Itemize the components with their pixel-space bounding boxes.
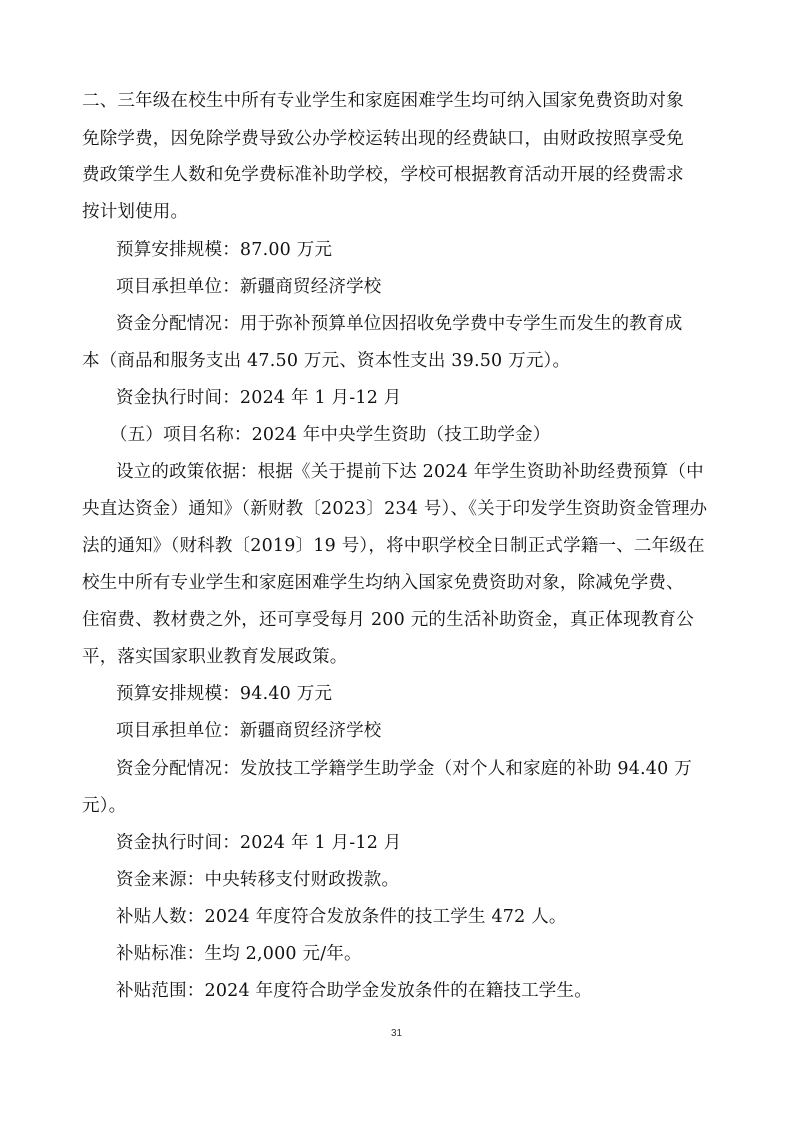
subsidy-count-line: 补贴人数：2024 年度符合发放条件的技工学生 472 人。 (116, 907, 567, 927)
fund-source-line: 资金来源：中央转移支付财政拨款。 (116, 870, 400, 890)
undertaking-unit-line: 项目承担单位：新疆商贸经济学校 (116, 277, 382, 297)
page-number: 31 (390, 1028, 403, 1039)
paragraph-line: 本（商品和服务支出 47.50 万元、资本性支出 39.50 万元）。 (82, 351, 571, 371)
subsidy-standard-line: 补贴标准：生均 2,000 元/年。 (116, 944, 362, 964)
paragraph-line: 按计划使用。 (82, 202, 189, 222)
paragraph-line: 校生中所有专业学生和家庭困难学生均纳入国家免费资助对象，除减免学费、 (82, 573, 684, 593)
execution-time-line: 资金执行时间：2024 年 1 月-12 月 (116, 833, 402, 853)
policy-basis-line: 设立的政策依据：根据《关于提前下达 2024 年学生资助补助经费预算（中 (116, 462, 704, 482)
subsidy-scope-line: 补贴范围：2024 年度符合助学金发放条件的在籍技工学生。 (116, 981, 592, 1001)
execution-time-line: 资金执行时间：2024 年 1 月-12 月 (116, 388, 402, 408)
paragraph-line: 免除学费，因免除学费导致公办学校运转出现的经费缺口，由财政按照享受免 (82, 129, 684, 149)
paragraph-line: 央直达资金）通知》（新财教〔2023〕234 号）、《关于印发学生资助资金管理办 (82, 499, 708, 519)
paragraph-line: 二、三年级在校生中所有专业学生和家庭困难学生均可纳入国家免费资助对象 (82, 91, 684, 111)
paragraph-line: 住宿费、教材费之外，还可享受每月 200 元的生活补助资金，真正体现教育公 (82, 610, 694, 630)
paragraph-line: 平，落实国家职业教育发展政策。 (82, 647, 348, 667)
fund-allocation-line: 资金分配情况：发放技工学籍学生助学金（对个人和家庭的补助 94.40 万 (116, 759, 692, 779)
budget-scale-line: 预算安排规模：94.40 万元 (116, 684, 333, 704)
paragraph-line: 元）。 (82, 796, 127, 816)
paragraph-line: 费政策学生人数和免学费标准补助学校，学校可根据教育活动开展的经费需求 (82, 165, 684, 185)
paragraph-line: 法的通知》（财科教〔2019〕19 号），将中职学校全日制正式学籍一、二年级在 (82, 536, 705, 556)
undertaking-unit-line: 项目承担单位：新疆商贸经济学校 (116, 721, 382, 741)
budget-scale-line: 预算安排规模：87.00 万元 (116, 240, 333, 260)
fund-allocation-line: 资金分配情况：用于弥补预算单位因招收免学费中专学生而发生的教育成 (116, 314, 683, 334)
section-heading: （五）项目名称：2024 年中央学生资助（技工助学金） (110, 425, 551, 445)
